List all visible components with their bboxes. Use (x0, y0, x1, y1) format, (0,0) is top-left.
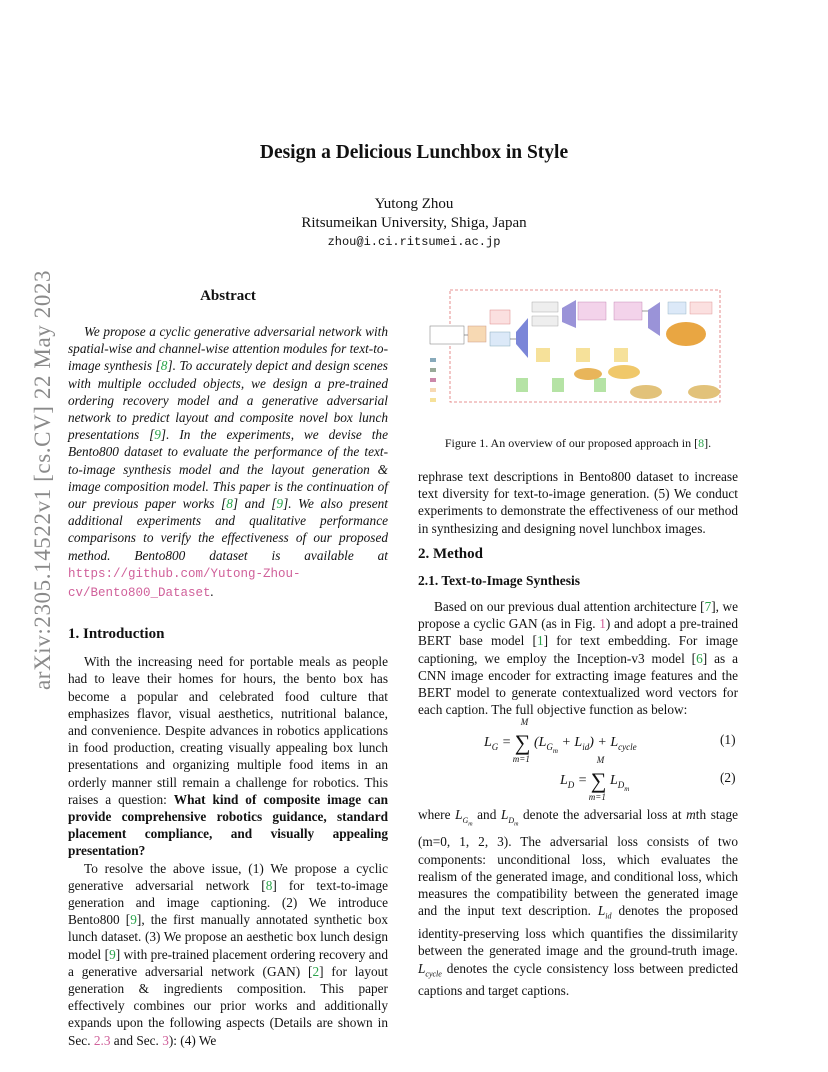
citation[interactable]: 8 (698, 436, 705, 450)
abstract-text: ]. To accurately depict and design scenes with multiple occluded objects, we design a pre-trained ordering recovery model and a generative adversarial network to predict layout and composite novel box lunch presentations [ (68, 358, 388, 443)
citation[interactable]: 9 (109, 946, 116, 962)
intro-text: ] for text-to-image generation and image captioning. (2) We introduce Bento800 [ (68, 877, 388, 928)
abstract-body (68, 323, 388, 602)
abstract-heading: Abstract (200, 288, 256, 304)
intro-text: To resolve the above issue, (1) We propose a cyclic generative adversarial network [ (68, 860, 388, 893)
equation-1: $L_G$ = ∑ M m=1 $(L_{G_m} + L_{id}) + L_{cycle}$ (484, 717, 637, 764)
abstract-text: ] and [ (232, 496, 277, 512)
subsection-heading: 2.1. Text-to-Image Synthesis (418, 573, 581, 588)
loss-text: denotes the proposed identity-preserving loss which quantifies the dissimilarity between the generated image and the ground-truth image. (418, 903, 738, 959)
citation[interactable]: 7 (704, 599, 712, 614)
author-email: zhou@i.ci.ritsumei.ac.jp (327, 235, 501, 249)
citation[interactable]: 8 (226, 496, 233, 512)
intro-text: ], the first manually annotated synthetic box lunch dataset. (3) We propose an aesthetic box lunch design model [ (68, 912, 388, 962)
intro-text: With the increasing need for portable meals as people had to leave their homes for hours, the bento box has become a popular and celebrated food culture that emphasizes flavor, visual aesthetics, nutritional balance, and convenience. Despite advances in robotics applications in food production, creating visually appealing box lunch presentations and organizing multiple food items in an orderly manner still remain a challenge for robotics. This raises a question: (68, 654, 388, 807)
section-link[interactable]: 3 (162, 1032, 169, 1048)
arxiv-id: arXiv:2305.14522v1 [cs.CV] 22 May 2023 (30, 269, 55, 690)
abstract-text: ]. We also present additional experiments and qualitative performance comparisons to verify the effectiveness of our proposed method. Bento800 dataset is available at (68, 496, 388, 563)
equation-2-number: (2) (720, 770, 736, 785)
abstract-text: . (210, 584, 214, 600)
dataset-url-link[interactable]: https://github.com/Yutong-Zhou-cv/Bento800_Dataset (68, 566, 301, 601)
method-text: ) and adopt a pre-trained BERT base model [ (418, 616, 738, 649)
figure-1-caption (418, 436, 738, 451)
method-heading: 2. Method (418, 546, 483, 562)
figure-1-diagram (428, 288, 728, 428)
caption-text: Figure 1. An overview of our proposed approach in [ (444, 436, 699, 450)
method-text: Based on our previous dual attention architecture [ (434, 599, 705, 614)
method-text: ] as a CNN image encoder for extracting image features and the BERT model to generate contextualized word vectors for each caption. The full objective function as below: (418, 650, 738, 718)
intro-heading: 1. Introduction (68, 626, 165, 642)
caption-text: ]. (704, 436, 712, 450)
loss-text: and (472, 807, 501, 822)
citation[interactable]: 9 (130, 912, 137, 928)
paper-title: Design a Delicious Lunchbox in Style (259, 142, 569, 163)
abstract-text: We propose a cyclic generative adversarial network with spatial-wise and channel-wise attention modules for text-to-image synthesis [ (68, 324, 388, 374)
loss-text: th stage (m=0, 1, 2, 3). The adversarial loss consists of two components: unconditional loss, which evaluates the realism of the generated image, and conditional loss, which measures the compatibility between the generated image and the input text description. (418, 807, 739, 919)
intro-continued: rephrase text descriptions in Bento800 dataset to increase text diversity for text-to-image generation. (5) We conduct experiments to demonstrate the effectiveness of our method in synthesizing and designing novel lunchbox images. (418, 469, 738, 536)
method-text: ] for text embedding. For image captioning, we employ the Inception-v3 model [ (418, 633, 738, 666)
intro-question: What kind of composite image can provide comprehensive robotics guidance, standard placement compliance, and visually appealing presentation? (68, 791, 388, 859)
method-paragraph (418, 598, 738, 718)
citation[interactable]: 6 (696, 650, 703, 666)
affiliation: Ritsumeikan University, Shiga, Japan (301, 215, 527, 231)
intro-text: ): (4) We (168, 1032, 217, 1048)
loss-text: denote the adversarial loss at (518, 807, 687, 822)
intro-text: and Sec. (110, 1032, 163, 1048)
citation[interactable]: 9 (276, 496, 284, 512)
section-link[interactable]: 2.3 (93, 1032, 111, 1048)
loss-text: where (418, 807, 456, 822)
figure-link[interactable]: 1 (599, 616, 606, 632)
citation[interactable]: 9 (154, 427, 161, 443)
intro-text: ] with pre-trained placement ordering recovery and a generative adversarial network (GAN) [ (68, 946, 388, 979)
citation[interactable]: 8 (160, 358, 168, 374)
citation[interactable]: 2 (312, 963, 320, 979)
loss-text: m (686, 807, 696, 822)
citation[interactable]: 1 (536, 633, 544, 649)
author-name: Yutong Zhou (374, 196, 454, 212)
abstract-text: ]. In the experiments, we devise the Bento800 dataset to evaluate the performance of the text-to-image synthesis model and the layout generation & image composition model. This paper is the continuation of our previous paper works [ (68, 427, 388, 512)
loss-description: where $L_{G_m}$ and $L_{D_m}$ denote the adversarial loss at mth stage (m=0, 1, 2, 3). The adversarial loss consists of two components: unconditional loss, which evaluates the realism of the generated image, and conditional loss, which measures the compatibility between the generated image and the input text description. $L_{id}$ denotes the proposed identity-preserving loss which quantifies the dissimilarity between the generated image and the ground-truth image. $L_{cycle}$ denotes the cycle consistency loss between predicted captions and target captions. (418, 807, 739, 999)
arxiv-stamp (24, 270, 64, 690)
equation-2: $L_D$ = ∑ M m=1 $L_{D_m}$ (560, 755, 630, 802)
introduction-section (68, 626, 388, 1049)
intro-text: ] for layout generation & ingredients composition. This paper effectively combines our prior works and additionally expands upon the following aspects (Details are shown in Sec. (68, 963, 388, 1048)
loss-text: denotes the cycle consistency loss between predicted captions and target captions. (418, 960, 738, 999)
method-text: ], we propose a cyclic GAN (as in Fig. (418, 599, 738, 632)
equation-1-number: (1) (720, 732, 736, 747)
citation[interactable]: 8 (265, 877, 273, 893)
